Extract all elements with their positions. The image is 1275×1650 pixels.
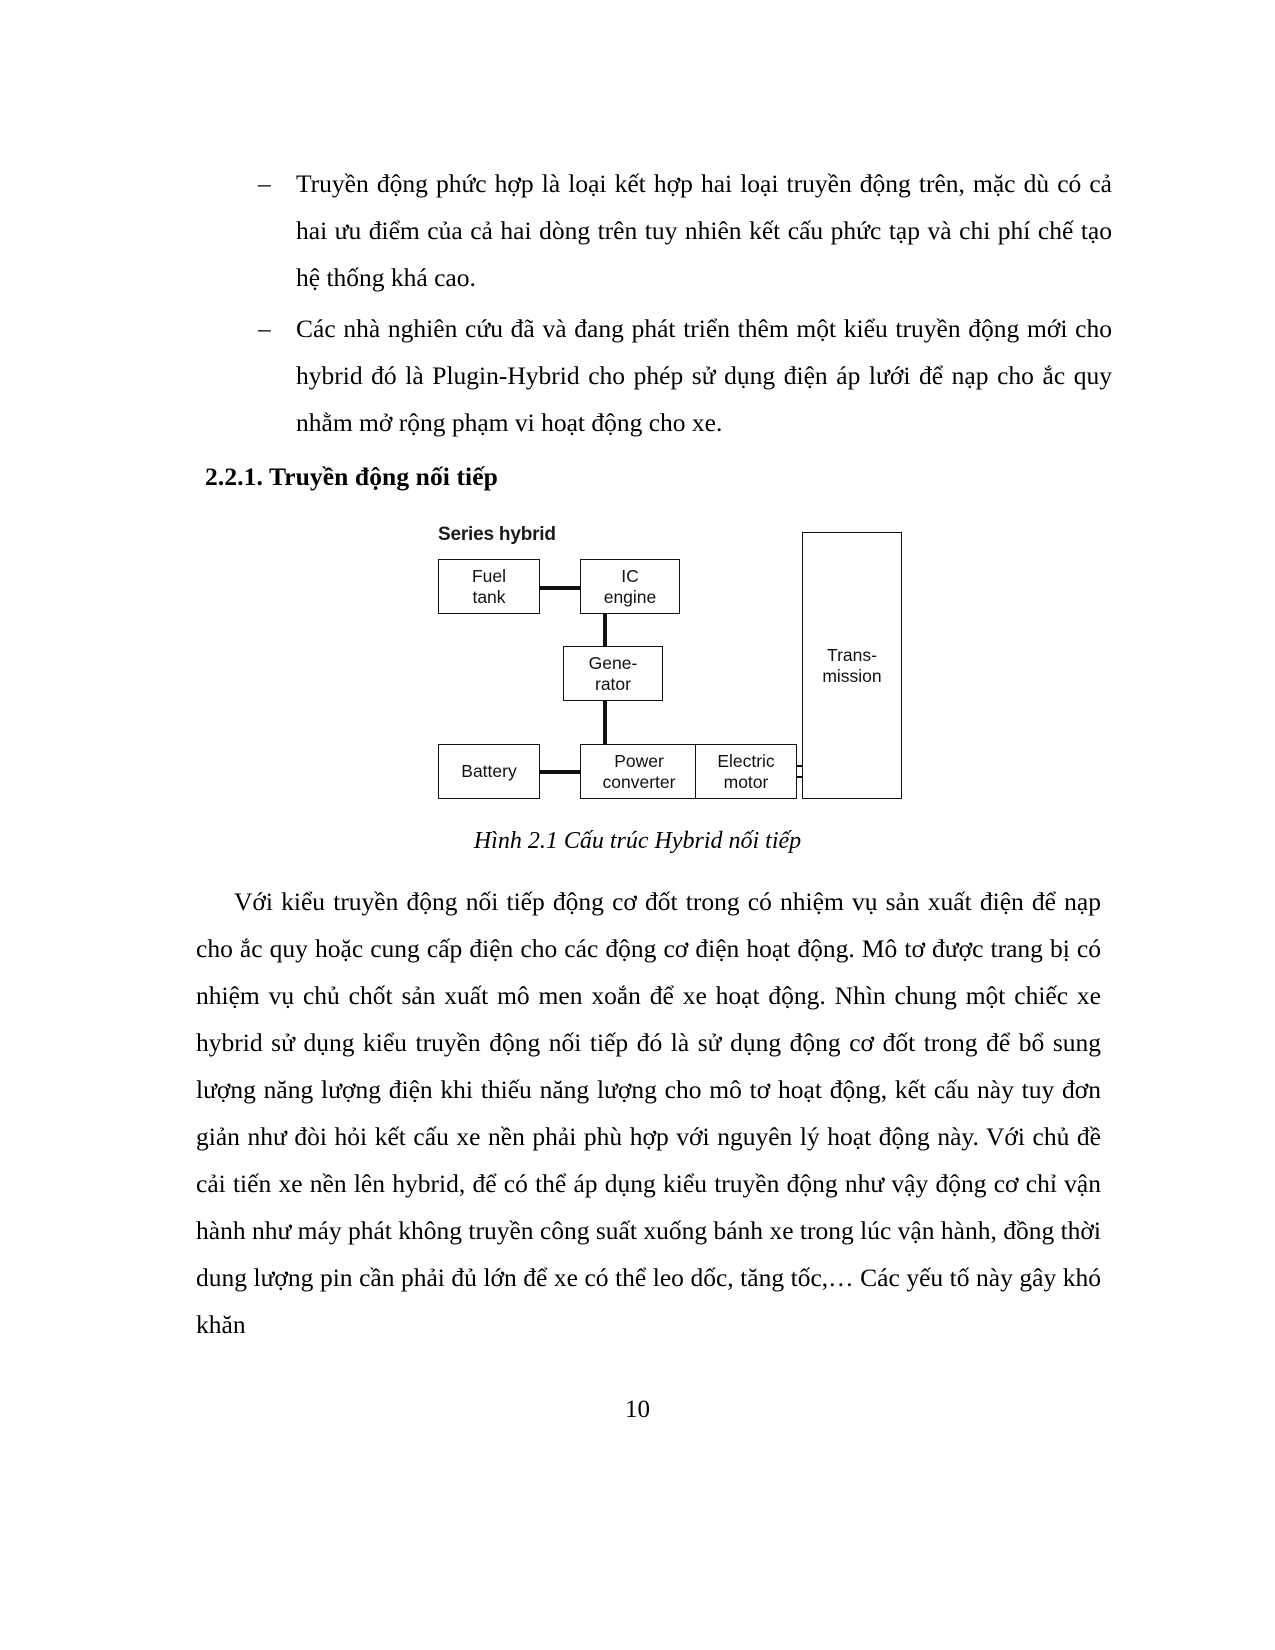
bullet-text: Truyền động phức hợp là loại kết hợp hai loại truyền động trên, mặc dù có cả hai ưu điểm của cả hai dòng trên tuy nhiên kết cấu phức tạp và chi phí chế tạo hệ thống khá cao. <box>296 169 1112 292</box>
diagram-title: Series hybrid <box>438 524 556 545</box>
node-battery-label: Battery <box>461 761 517 781</box>
series-hybrid-diagram <box>430 524 930 814</box>
node-power-converter-label: Power converter <box>602 750 676 792</box>
wire-fueltank-icengine <box>538 586 582 590</box>
node-transmission <box>802 532 902 799</box>
node-battery <box>438 744 540 799</box>
node-transmission-label: Trans- mission <box>822 644 882 686</box>
node-generator <box>563 646 663 701</box>
bullet-marker: – <box>258 314 271 343</box>
bullet-text: Các nhà nghiên cứu đã và đang phát triển thêm một kiểu truyền động mới cho hybrid đó là Plugin-Hybrid cho phép sử dụng điện áp lưới để nạp cho ắc quy nhằm mở rộng phạm vi hoạt động cho xe. <box>296 314 1112 437</box>
bullet-list <box>252 160 1112 450</box>
wire-battery-powerconverter <box>538 770 582 774</box>
figure-caption: Hình 2.1 Cấu trúc Hybrid nối tiếp <box>473 828 802 854</box>
body-paragraph: Với kiểu truyền động nối tiếp động cơ đốt trong có nhiệm vụ sản xuất điện để nạp cho ắc quy hoặc cung cấp điện cho các động cơ điện hoạt động. Mô tơ được trang bị có nhiệm vụ chủ chốt sản xuất mô men xoắn để xe hoạt động. Nhìn chung một chiếc xe hybrid sử dụng kiểu truyền động nối tiếp đó là sử dụng động cơ đốt trong để bổ sung lượng năng lượng điện khi thiếu năng lượng cho mô tơ hoạt động, kết cấu này tuy đơn giản như đòi hỏi kết cấu xe nền phải phù hợp với nguyên lý hoạt động này. Với chủ đề cải tiến xe nền lên hybrid, để có thể áp dụng kiểu truyền động như vậy động cơ chỉ vận hành như máy phát không truyền công suất xuống bánh xe trong lúc vận hành, đồng thời dung lượng pin cần phải đủ lớn để xe có thể leo dốc, tăng tốc,… Các yếu tố này gây khó khăn <box>196 887 1101 1339</box>
node-generator-label: Gene- rator <box>588 652 638 694</box>
node-power-converter <box>580 744 698 799</box>
node-fuel-tank <box>438 559 540 614</box>
node-ic-engine-label: IC engine <box>603 565 657 607</box>
node-fuel-tank-label: Fuel tank <box>471 565 507 607</box>
node-ic-engine <box>580 559 680 614</box>
list-item <box>252 160 1112 301</box>
node-electric-motor <box>695 744 797 799</box>
node-electric-motor-label: Electric motor <box>717 750 775 792</box>
bullet-marker: – <box>258 169 271 198</box>
list-item <box>252 305 1112 446</box>
page-number: 10 <box>625 1396 650 1423</box>
wire-generator-powerconverter <box>603 698 607 750</box>
section-heading: 2.2.1. Truyền động nối tiếp <box>205 462 498 491</box>
